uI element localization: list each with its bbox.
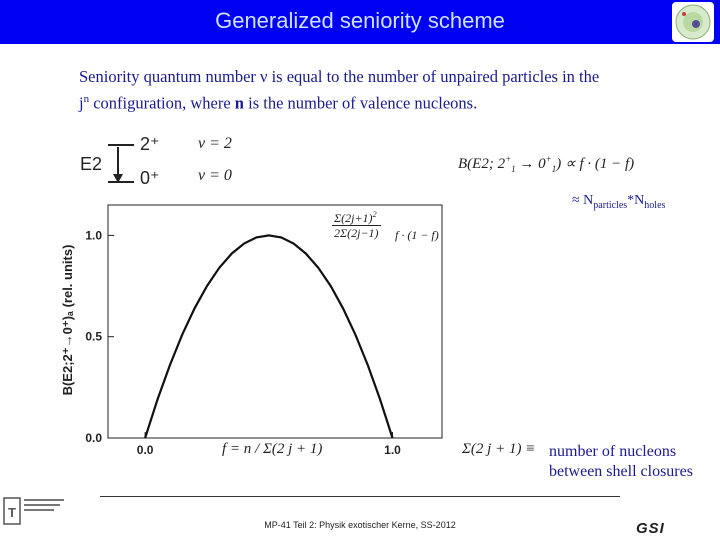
footer-divider	[100, 496, 620, 497]
atom-logo-icon	[672, 2, 714, 42]
approx-particles-holes	[572, 193, 665, 211]
intro-sup-n: n	[83, 93, 90, 105]
seniority-lower: ν = 0	[198, 167, 232, 184]
intro-n: n	[234, 93, 244, 113]
nucleon-note	[549, 442, 693, 482]
y-tick-label: 0.5	[85, 329, 102, 344]
intro-line-2: configuration, where	[89, 93, 235, 113]
corner-logo	[672, 2, 714, 42]
intro-line-2-end: is the number of valence nucleons.	[243, 93, 478, 113]
level-upper: 2⁺	[140, 134, 160, 154]
intro-line-1: Seniority quantum number ν is equal to the number of unpaired particles in the	[79, 67, 600, 86]
intro-text	[79, 66, 699, 115]
approx-sub-particles: particles	[593, 199, 628, 211]
note-line-1: number of nucleons	[549, 443, 677, 460]
sum-formula: Σ(2 j + 1) ≡	[462, 441, 536, 457]
approx-sub-holes: holes	[644, 199, 666, 211]
seniority-upper: ν = 2	[198, 135, 232, 152]
transition-label: E2	[80, 154, 103, 174]
footer-text: MP-41 Teil 2: Physik exotischer Kerne, SS-2012	[264, 520, 456, 530]
level-lower: 0⁺	[140, 168, 160, 188]
svg-text:T: T	[8, 505, 16, 520]
x-tick-label: 0.0	[136, 443, 154, 457]
y-tick-label: 1.0	[85, 228, 102, 243]
intro-j: j	[79, 93, 84, 113]
x-tick-label: 1.0	[384, 443, 401, 457]
plot-frame	[108, 205, 442, 438]
plot-formula: $\Sigma(2j+1)^2$ 2Σ(2j−1)	[334, 210, 379, 240]
page-title: Generalized seniority scheme	[215, 8, 505, 33]
x-axis-formula: f = n / Σ(2 j + 1)	[222, 441, 323, 457]
title-banner	[0, 0, 720, 44]
y-tick-label: 0.0	[85, 431, 102, 445]
plot-formula-f: f · (1 − f)	[395, 228, 439, 242]
y-axis-label: B(E2;2⁺→0⁺)ₐ (rel. units)	[60, 244, 75, 396]
approx-prefix: ≈ N	[572, 193, 594, 208]
approx-mid: *N	[627, 193, 645, 208]
be2-formula: B(E2; $2^+_1 \to 0^+_1) \propto f \cdot (1 - f)$	[458, 154, 635, 174]
gsi-logo: GSI	[636, 520, 665, 537]
note-line-2: between shell closures	[549, 463, 693, 480]
parabola-series-line	[145, 235, 392, 438]
